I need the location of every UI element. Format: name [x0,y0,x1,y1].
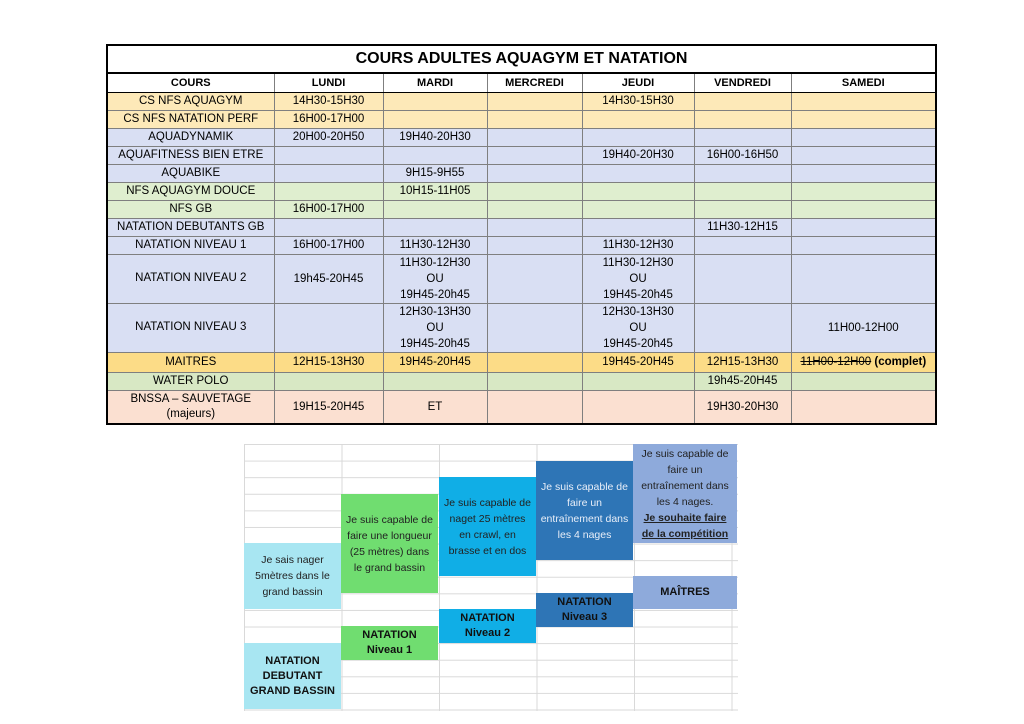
slot-samedi [791,254,936,303]
slot-samedi [791,236,936,254]
table-row [107,372,936,390]
header-vendredi: VENDREDI [694,73,791,92]
slot-vendredi [694,128,791,146]
slot-lundi: 19h45-20H45 [274,254,383,303]
table-row [107,128,936,146]
course-name: NFS AQUAGYM DOUCE [107,182,274,200]
course-name: NFS GB [107,200,274,218]
slot-mardi: 9H15-9H55 [383,164,487,182]
level-chart [244,444,738,711]
level-2-label: NATATION Niveau 2 [439,609,536,643]
slot-samedi [791,218,936,236]
header-mercredi: MERCREDI [487,73,582,92]
slot-mardi [383,372,487,390]
table-row [107,182,936,200]
slot-lundi: 14H30-15H30 [274,92,383,110]
slot-line: 19H45-20h45 [400,288,470,301]
header-samedi: SAMEDI [791,73,936,92]
table-row [107,390,936,424]
table-row [107,92,936,110]
header-jeudi: JEUDI [582,73,694,92]
course-name: AQUABIKE [107,164,274,182]
slot-line: OU [426,272,444,285]
slot-mardi [383,92,487,110]
slot-vendredi [694,236,791,254]
slot-lundi [274,182,383,200]
level-3-label: NATATION Niveau 3 [536,593,633,627]
slot-lundi [274,146,383,164]
slot-lundi [274,218,383,236]
slot-samedi [791,146,936,164]
slot-mercredi [487,128,582,146]
level-1-label: NATATION Niveau 1 [341,626,438,660]
course-name: BNSSA – SAUVETAGE (majeurs) [107,390,274,424]
course-name: NATATION NIVEAU 1 [107,236,274,254]
level-3-description: Je suis capable de faire un entraînement dans les 4 nages [536,461,633,560]
cancelled-slot: 11H00-12H00 [800,356,872,368]
slot-vendredi [694,110,791,128]
slot-line: 12H30-13H30 [399,305,471,318]
course-name: CS NFS NATATION PERF [107,110,274,128]
slot-mardi [383,110,487,128]
slot-samedi: 11H00-12H00 [791,303,936,352]
slot-jeudi [582,372,694,390]
slot-mercredi [487,254,582,303]
slot-lundi: 20H00-20H50 [274,128,383,146]
slot-samedi [791,372,936,390]
slot-line: 11H30-12H30 [602,256,674,269]
slot-jeudi [582,164,694,182]
slot-mercredi [487,182,582,200]
slot-vendredi: 16H00-16H50 [694,146,791,164]
slot-mercredi [487,236,582,254]
course-name: NATATION NIVEAU 2 [107,254,274,303]
full-note: (complet) [874,356,927,368]
slot-samedi [791,352,936,372]
slot-lundi [274,372,383,390]
slot-mardi [383,303,487,352]
header-lundi: LUNDI [274,73,383,92]
slot-mercredi [487,372,582,390]
slot-samedi [791,200,936,218]
maitres-desc-text: Je suis capable de faire un entraînement dans les 4 nages. [641,447,729,508]
header-row [107,73,936,92]
table-row [107,352,936,372]
slot-line: OU [426,321,444,334]
slot-jeudi [582,128,694,146]
slot-jeudi: 11H30-12H30 [582,236,694,254]
slot-lundi: 16H00-17H00 [274,110,383,128]
table-row [107,164,936,182]
slot-mardi: 19H40-20H30 [383,128,487,146]
schedule-table [106,44,937,425]
slot-samedi [791,182,936,200]
slot-mercredi [487,164,582,182]
header-cours: COURS [107,73,274,92]
slot-vendredi: 19H30-20H30 [694,390,791,424]
slot-jeudi: 19H40-20H30 [582,146,694,164]
slot-mardi: 10H15-11H05 [383,182,487,200]
slot-mardi [383,200,487,218]
slot-jeudi [582,218,694,236]
slot-lundi [274,164,383,182]
course-name: MAITRES [107,352,274,372]
level-debutant-description: Je sais nager 5mètres dans le grand bassin [244,543,341,609]
level-1-description: Je suis capable de faire une longueur (25 mètres) dans le grand bassin [341,494,438,593]
slot-vendredi [694,303,791,352]
course-name: AQUAFITNESS BIEN ETRE [107,146,274,164]
slot-line: 19H45-20h45 [603,288,673,301]
slot-mercredi [487,352,582,372]
slot-line: 19H45-20h45 [603,337,673,350]
table-row [107,200,936,218]
slot-jeudi [582,110,694,128]
slot-mardi [383,254,487,303]
slot-jeudi: 14H30-15H30 [582,92,694,110]
slot-mercredi [487,146,582,164]
table-row [107,146,936,164]
slot-jeudi [582,182,694,200]
slot-jeudi [582,390,694,424]
table-row [107,303,936,352]
course-name: WATER POLO [107,372,274,390]
slot-line: 12H30-13H30 [602,305,674,318]
slot-line: OU [629,272,647,285]
slot-line: OU [629,321,647,334]
slot-jeudi: 19H45-20H45 [582,352,694,372]
level-maitres-label: MAÎTRES [633,576,737,609]
slot-vendredi [694,164,791,182]
level-maitres-description [633,444,737,543]
slot-jeudi [582,303,694,352]
slot-mardi: 19H45-20H45 [383,352,487,372]
course-name: NATATION DEBUTANTS GB [107,218,274,236]
slot-mercredi [487,92,582,110]
slot-vendredi [694,200,791,218]
slot-vendredi: 11H30-12H15 [694,218,791,236]
slot-vendredi [694,182,791,200]
slot-jeudi [582,200,694,218]
table-row [107,218,936,236]
slot-mercredi [487,200,582,218]
slot-jeudi [582,254,694,303]
slot-samedi [791,128,936,146]
slot-samedi [791,110,936,128]
slot-samedi [791,164,936,182]
slot-vendredi [694,92,791,110]
course-name: AQUADYNAMIK [107,128,274,146]
table-row [107,236,936,254]
slot-mardi: ET [383,390,487,424]
slot-vendredi: 12H15-13H30 [694,352,791,372]
course-name: CS NFS AQUAGYM [107,92,274,110]
header-mardi: MARDI [383,73,487,92]
table-title: COURS ADULTES AQUAGYM ET NATATION [107,45,936,73]
course-name: NATATION NIVEAU 3 [107,303,274,352]
slot-samedi [791,390,936,424]
level-debutant-label: NATATION DEBUTANT GRAND BASSIN [244,643,341,709]
slot-vendredi [694,254,791,303]
slot-samedi [791,92,936,110]
slot-mercredi [487,218,582,236]
table-row [107,110,936,128]
maitres-desc-emphasis: Je souhaite faire de la compétition [641,511,729,540]
slot-lundi: 12H15-13H30 [274,352,383,372]
slot-line: 11H30-12H30 [399,256,471,269]
slot-mercredi [487,303,582,352]
table-row [107,254,936,303]
slot-line: 19H45-20h45 [400,337,470,350]
level-2-description: Je suis capable de naget 25 mètres en crawl, en brasse et en dos [439,477,536,576]
slot-lundi: 16H00-17H00 [274,236,383,254]
slot-lundi: 19H15-20H45 [274,390,383,424]
slot-mardi [383,218,487,236]
slot-mardi: 11H30-12H30 [383,236,487,254]
slot-mercredi [487,110,582,128]
slot-vendredi: 19h45-20H45 [694,372,791,390]
slot-lundi [274,303,383,352]
slot-mercredi [487,390,582,424]
slot-lundi: 16H00-17H00 [274,200,383,218]
slot-mardi [383,146,487,164]
